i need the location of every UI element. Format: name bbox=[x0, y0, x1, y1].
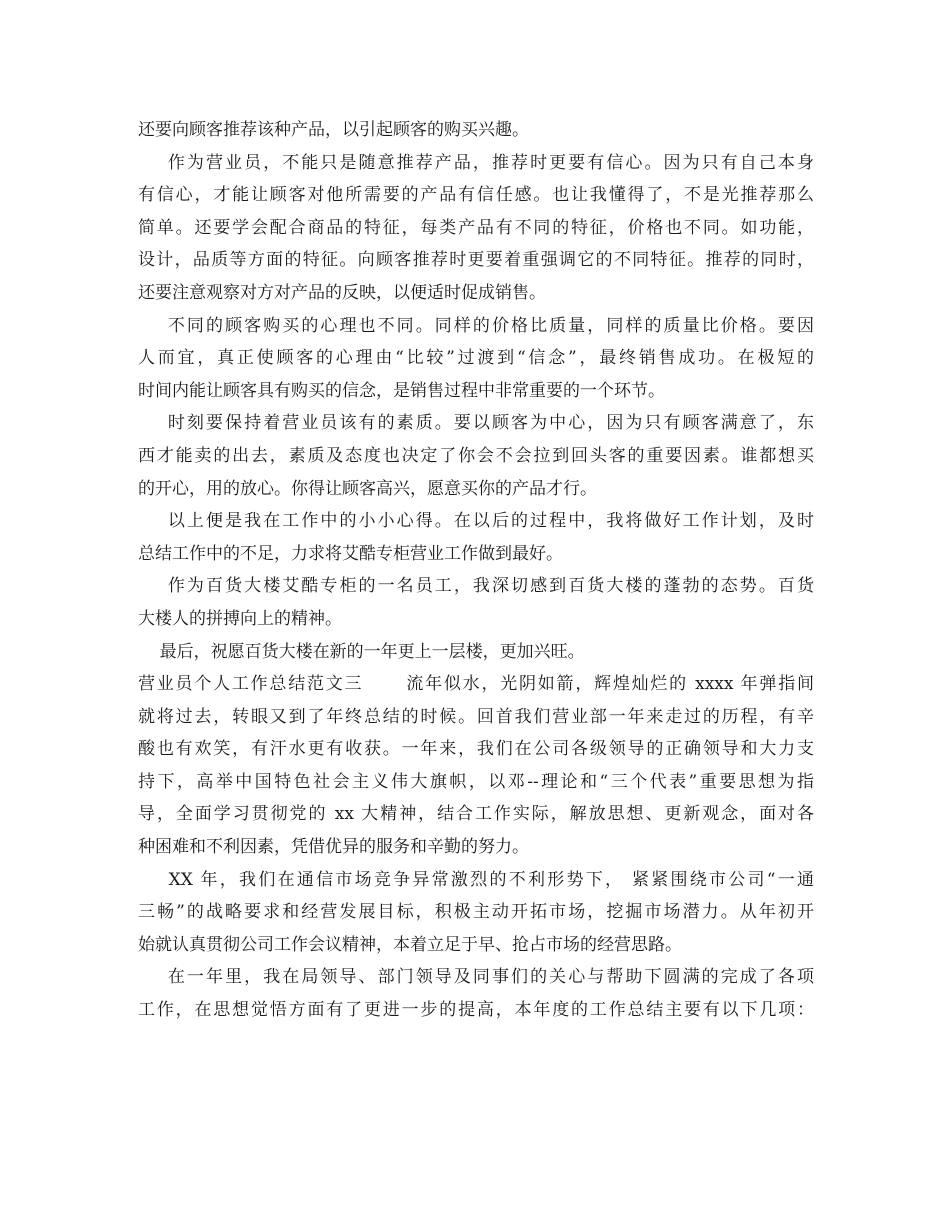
text-line: 最后，祝愿百货大楼在新的一年更上一层楼，更加兴旺。 bbox=[138, 641, 585, 662]
text-line: 种困难和不利因素，凭借优异的服务和辛勤的努力。 bbox=[138, 837, 529, 858]
text-line: 导，全面学习贯彻党的 xx 大精神，结合工作实际，解放思想、更新观念，面对各 bbox=[138, 804, 814, 825]
text-line: 作为营业员，不能只是随意推荐产品，推荐时更要有信心。因为只有自己本身 bbox=[138, 152, 814, 173]
text-line: 总结工作中的不足，力求将艾酷专柜营业工作做到最好。 bbox=[138, 543, 563, 564]
document-body bbox=[138, 114, 814, 1027]
text-line: 设计，品质等方面的特征。向顾客推荐时更要着重强调它的不同特征。推荐的同时， bbox=[138, 250, 814, 271]
text-line: 营业员个人工作总结范文三 流年似水，光阴如箭，辉煌灿烂的 xxxx 年弹指间 bbox=[138, 674, 814, 695]
text-line: 时刻要保持着营业员该有的素质。要以顾客为中心，因为只有顾客满意了，东 bbox=[138, 413, 814, 434]
text-line: 人而宜，真正使顾客的心理由“比较”过渡到“信念”，最终销售成功。在极短的 bbox=[138, 348, 814, 369]
text-line: 持下，高举中国特色社会主义伟大旗帜，以邓--理论和“三个代表”重要思想为指 bbox=[138, 771, 814, 792]
text-line: 大楼人的拼搏向上的精神。 bbox=[138, 608, 342, 629]
text-line: 的开心，用的放心。你得让顾客高兴，愿意买你的产品才行。 bbox=[138, 478, 597, 499]
text-line: 还要注意观察对方对产品的反映，以便适时促成销售。 bbox=[138, 282, 546, 303]
text-line: 酸也有欢笑，有汗水更有收获。一年来，我们在公司各级领导的正确领导和大力支 bbox=[138, 739, 814, 760]
text-line: 以上便是我在工作中的小小心得。在以后的过程中，我将做好工作计划，及时 bbox=[138, 511, 814, 532]
text-line: XX 年，我们在通信市场竞争异常激烈的不利形势下， 紧紧围绕市公司“一通 bbox=[138, 869, 814, 890]
text-line: 三畅”的战略要求和经营发展目标，积极主动开拓市场，挖掘市场潜力。从年初开 bbox=[138, 902, 814, 923]
text-line: 时间内能让顾客具有购买的信念，是销售过程中非常重要的一个环节。 bbox=[138, 380, 665, 401]
text-line: 不同的顾客购买的心理也不同。同样的价格比质量，同样的质量比价格。要因 bbox=[138, 315, 814, 336]
text-line: 西才能卖的出去，素质及态度也决定了你会不会拉到回头客的重要因素。谁都想买 bbox=[138, 445, 814, 466]
text-line: 始就认真贯彻公司工作会议精神，本着立足于早、抢占市场的经营思路。 bbox=[138, 934, 682, 955]
text-line: 简单。还要学会配合商品的特征，每类产品有不同的特征，价格也不同。如功能， bbox=[138, 217, 814, 238]
text-line: 在一年里，我在局领导、部门领导及同事们的关心与帮助下圆满的完成了各项 bbox=[138, 967, 814, 988]
text-line: 就将过去，转眼又到了年终总结的时候。回首我们营业部一年来走过的历程，有辛 bbox=[138, 706, 814, 727]
text-line: 工作，在思想觉悟方面有了更进一步的提高，本年度的工作总结主要有以下几项： bbox=[138, 1000, 814, 1021]
text-line: 还要向顾客推荐该种产品，以引起顾客的购买兴趣。 bbox=[138, 120, 529, 140]
text-line: 有信心，才能让顾客对他所需要的产品有信任感。也让我懂得了，不是光推荐那么 bbox=[138, 185, 814, 206]
text-line: 作为百货大楼艾酷专柜的一名员工，我深切感到百货大楼的蓬勃的态势。百货 bbox=[138, 576, 814, 597]
